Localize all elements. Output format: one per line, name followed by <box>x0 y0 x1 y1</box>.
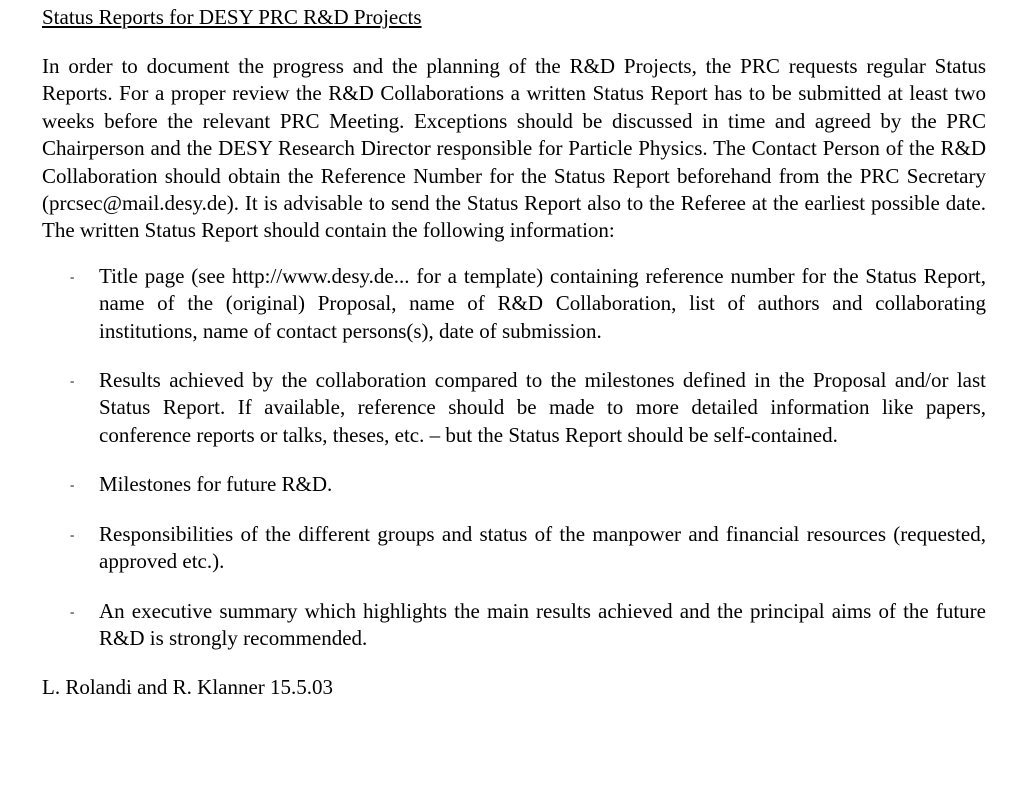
bullet-marker: - <box>70 526 75 542</box>
requirement-text: Milestones for future R&D. <box>99 472 333 497</box>
requirement-item-results <box>42 367 986 449</box>
signature-line: L. Rolandi and R. Klanner 15.5.03 <box>42 675 334 700</box>
bullet-marker: - <box>70 603 75 619</box>
requirement-item-executive-summary <box>42 598 986 653</box>
bullet-marker: - <box>70 477 75 493</box>
requirements-list <box>42 263 986 652</box>
requirement-text: An executive summary which highlights the main results achieved and the principal aims of the future R&D is strongly recommended. <box>99 598 986 650</box>
bullet-marker: - <box>70 373 75 389</box>
requirement-item-responsibilities <box>42 521 986 576</box>
document-title: Status Reports for DESY PRC R&D Projects <box>42 5 422 29</box>
requirement-text: Responsibilities of the different groups and status of the manpower and financial resources (requested, approved etc.). <box>99 521 986 574</box>
requirement-text: Title page (see http://www.desy.de... for a template) containing reference number for the Status Report, name of the (original) Proposal, name of R&D Collaboration, list of authors and collaborating institutions, name of contact persons(s), date of submission. <box>99 263 986 343</box>
requirement-item-title-page <box>42 263 986 345</box>
bullet-marker: - <box>70 268 75 284</box>
requirement-text: Results achieved by the collaboration compared to the milestones defined in the Proposal and/or last Status Report. If available, reference should be made to more detailed information like papers, conference reports or talks, theses, etc. – but the Status Report should be self-contained. <box>99 368 986 447</box>
requirement-item-milestones <box>42 471 986 498</box>
intro-paragraph: In order to document the progress and the planning of the R&D Projects, the PRC requests regular Status Reports. For a proper review the R&D Collaborations a written Status Report has to be submitted at least two weeks before the relevant PRC Meeting. Exceptions should be discussed in time and agreed by the PRC Chairperson and the DESY Research Director responsible for Particle Physics. The Contact Person of the R&D Collaboration should obtain the Reference Number for the Status Report beforehand from the PRC Secretary (prcsec@mail.desy.de). It is advisable to send the Status Report also to the Referee at the earliest possible date. The written Status Report should contain the following information: <box>42 54 986 243</box>
